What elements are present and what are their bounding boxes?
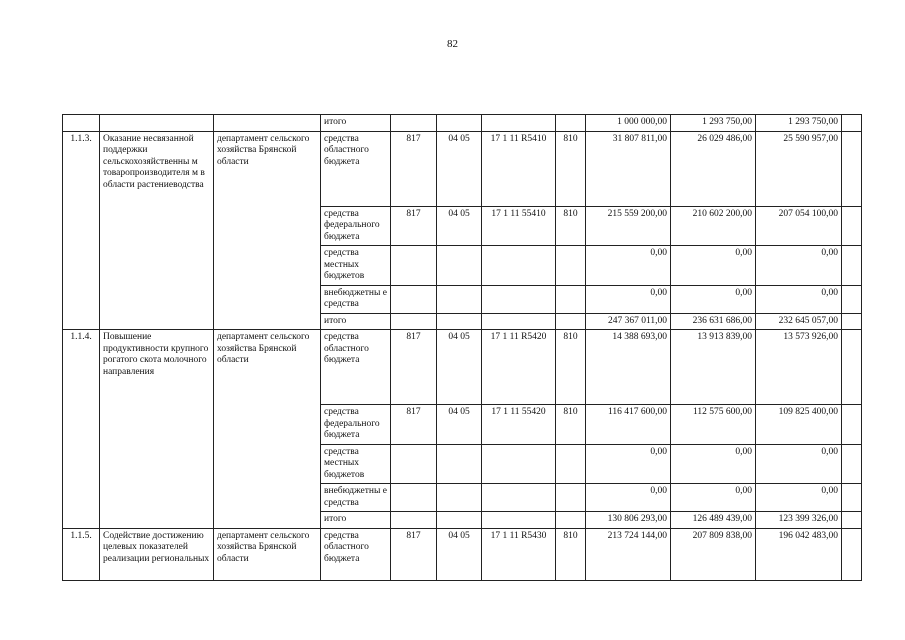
target-article-cell [482, 115, 556, 132]
target-article-cell [482, 285, 556, 313]
empty-edge-cell [842, 512, 862, 529]
amount-year3-cell: 0,00 [756, 444, 842, 484]
amount-year2-cell: 0,00 [671, 484, 756, 512]
department-cell [214, 115, 321, 132]
amount-year2-cell: 0,00 [671, 444, 756, 484]
item-number-cell: 1.1.4. [63, 330, 100, 529]
item-number-cell: 1.1.3. [63, 131, 100, 330]
item-name-cell: Содействие достижению целевых показателей реализации региональных [100, 528, 214, 580]
grbs-code-cell [391, 246, 437, 286]
section-code-cell [437, 313, 482, 330]
grbs-code-cell [391, 285, 437, 313]
grbs-code-cell: 817 [391, 330, 437, 405]
item-name-cell [100, 115, 214, 132]
department-cell: департамент сельского хозяйства Брянской области [214, 528, 321, 580]
item-number-cell: 1.1.5. [63, 528, 100, 580]
grbs-code-cell [391, 512, 437, 529]
target-article-cell [482, 512, 556, 529]
expense-type-cell [556, 512, 586, 529]
funding-source-cell: внебюджетны е средства [321, 484, 391, 512]
expense-type-cell [556, 285, 586, 313]
section-code-cell [437, 512, 482, 529]
target-article-cell [482, 313, 556, 330]
table-row [63, 528, 862, 580]
amount-year1-cell: 1 000 000,00 [586, 115, 671, 132]
empty-edge-cell [842, 131, 862, 206]
empty-edge-cell [842, 206, 862, 246]
amount-year2-cell: 207 809 838,00 [671, 528, 756, 580]
grbs-code-cell [391, 484, 437, 512]
section-code-cell [437, 484, 482, 512]
section-code-cell: 04 05 [437, 330, 482, 405]
target-article-cell: 17 1 11 55420 [482, 405, 556, 445]
funding-source-cell: средства местных бюджетов [321, 444, 391, 484]
target-article-cell: 17 1 11 R5410 [482, 131, 556, 206]
expense-type-cell: 810 [556, 405, 586, 445]
empty-edge-cell [842, 484, 862, 512]
funding-source-cell: средства областного бюджета [321, 131, 391, 206]
department-cell: департамент сельского хозяйства Брянской области [214, 131, 321, 330]
grbs-code-cell [391, 313, 437, 330]
amount-year2-cell: 13 913 839,00 [671, 330, 756, 405]
expense-type-cell: 810 [556, 330, 586, 405]
expense-type-cell: 810 [556, 528, 586, 580]
amount-year2-cell: 236 631 686,00 [671, 313, 756, 330]
section-code-cell: 04 05 [437, 131, 482, 206]
grbs-code-cell [391, 115, 437, 132]
section-code-cell: 04 05 [437, 528, 482, 580]
amount-year2-cell: 0,00 [671, 246, 756, 286]
amount-year3-cell: 25 590 957,00 [756, 131, 842, 206]
empty-edge-cell [842, 115, 862, 132]
amount-year3-cell: 232 645 057,00 [756, 313, 842, 330]
table-row [63, 330, 862, 405]
amount-year2-cell: 210 602 200,00 [671, 206, 756, 246]
amount-year3-cell: 13 573 926,00 [756, 330, 842, 405]
target-article-cell: 17 1 11 55410 [482, 206, 556, 246]
empty-edge-cell [842, 444, 862, 484]
section-code-cell [437, 444, 482, 484]
budget-table [62, 114, 862, 581]
amount-year1-cell: 0,00 [586, 484, 671, 512]
amount-year1-cell: 130 806 293,00 [586, 512, 671, 529]
amount-year1-cell: 213 724 144,00 [586, 528, 671, 580]
item-number-cell [63, 115, 100, 132]
empty-edge-cell [842, 313, 862, 330]
amount-year1-cell: 116 417 600,00 [586, 405, 671, 445]
empty-edge-cell [842, 246, 862, 286]
amount-year1-cell: 0,00 [586, 246, 671, 286]
amount-year3-cell: 0,00 [756, 484, 842, 512]
amount-year3-cell: 1 293 750,00 [756, 115, 842, 132]
funding-source-cell: средства областного бюджета [321, 528, 391, 580]
funding-source-cell: средства федерального бюджета [321, 405, 391, 445]
table-row [63, 115, 862, 132]
grbs-code-cell: 817 [391, 131, 437, 206]
amount-year1-cell: 215 559 200,00 [586, 206, 671, 246]
expense-type-cell [556, 115, 586, 132]
grbs-code-cell: 817 [391, 528, 437, 580]
funding-source-cell: средства местных бюджетов [321, 246, 391, 286]
empty-edge-cell [842, 405, 862, 445]
amount-year1-cell: 0,00 [586, 285, 671, 313]
empty-edge-cell [842, 528, 862, 580]
amount-year3-cell: 207 054 100,00 [756, 206, 842, 246]
funding-source-cell: средства областного бюджета [321, 330, 391, 405]
grbs-code-cell [391, 444, 437, 484]
target-article-cell: 17 1 11 R5420 [482, 330, 556, 405]
amount-year1-cell: 247 367 011,00 [586, 313, 671, 330]
target-article-cell [482, 246, 556, 286]
expense-type-cell [556, 246, 586, 286]
expense-type-cell: 810 [556, 206, 586, 246]
section-code-cell [437, 115, 482, 132]
target-article-cell [482, 444, 556, 484]
department-cell: департамент сельского хозяйства Брянской области [214, 330, 321, 529]
item-name-cell: Оказание несвязанной поддержки сельскохозяйственны м товаропроизводителя м в области растениеводства [100, 131, 214, 330]
grbs-code-cell: 817 [391, 206, 437, 246]
expense-type-cell [556, 444, 586, 484]
section-code-cell: 04 05 [437, 405, 482, 445]
table-row [63, 131, 862, 206]
empty-edge-cell [842, 330, 862, 405]
amount-year3-cell: 109 825 400,00 [756, 405, 842, 445]
funding-source-cell: средства федерального бюджета [321, 206, 391, 246]
amount-year3-cell: 0,00 [756, 285, 842, 313]
item-name-cell: Повышение продуктивности крупного рогатого скота молочного направления [100, 330, 214, 529]
expense-type-cell [556, 484, 586, 512]
amount-year2-cell: 26 029 486,00 [671, 131, 756, 206]
section-code-cell [437, 246, 482, 286]
amount-year2-cell: 112 575 600,00 [671, 405, 756, 445]
amount-year1-cell: 0,00 [586, 444, 671, 484]
amount-year2-cell: 1 293 750,00 [671, 115, 756, 132]
amount-year3-cell: 123 399 326,00 [756, 512, 842, 529]
section-code-cell: 04 05 [437, 206, 482, 246]
section-code-cell [437, 285, 482, 313]
amount-year2-cell: 126 489 439,00 [671, 512, 756, 529]
funding-source-cell: итого [321, 512, 391, 529]
funding-source-cell: итого [321, 313, 391, 330]
amount-year3-cell: 0,00 [756, 246, 842, 286]
empty-edge-cell [842, 285, 862, 313]
amount-year1-cell: 31 807 811,00 [586, 131, 671, 206]
expense-type-cell [556, 313, 586, 330]
amount-year3-cell: 196 042 483,00 [756, 528, 842, 580]
grbs-code-cell: 817 [391, 405, 437, 445]
expense-type-cell: 810 [556, 131, 586, 206]
amount-year1-cell: 14 388 693,00 [586, 330, 671, 405]
target-article-cell: 17 1 11 R5430 [482, 528, 556, 580]
page-number: 82 [447, 38, 458, 50]
amount-year2-cell: 0,00 [671, 285, 756, 313]
funding-source-cell: внебюджетны е средства [321, 285, 391, 313]
target-article-cell [482, 484, 556, 512]
funding-source-cell: итого [321, 115, 391, 132]
